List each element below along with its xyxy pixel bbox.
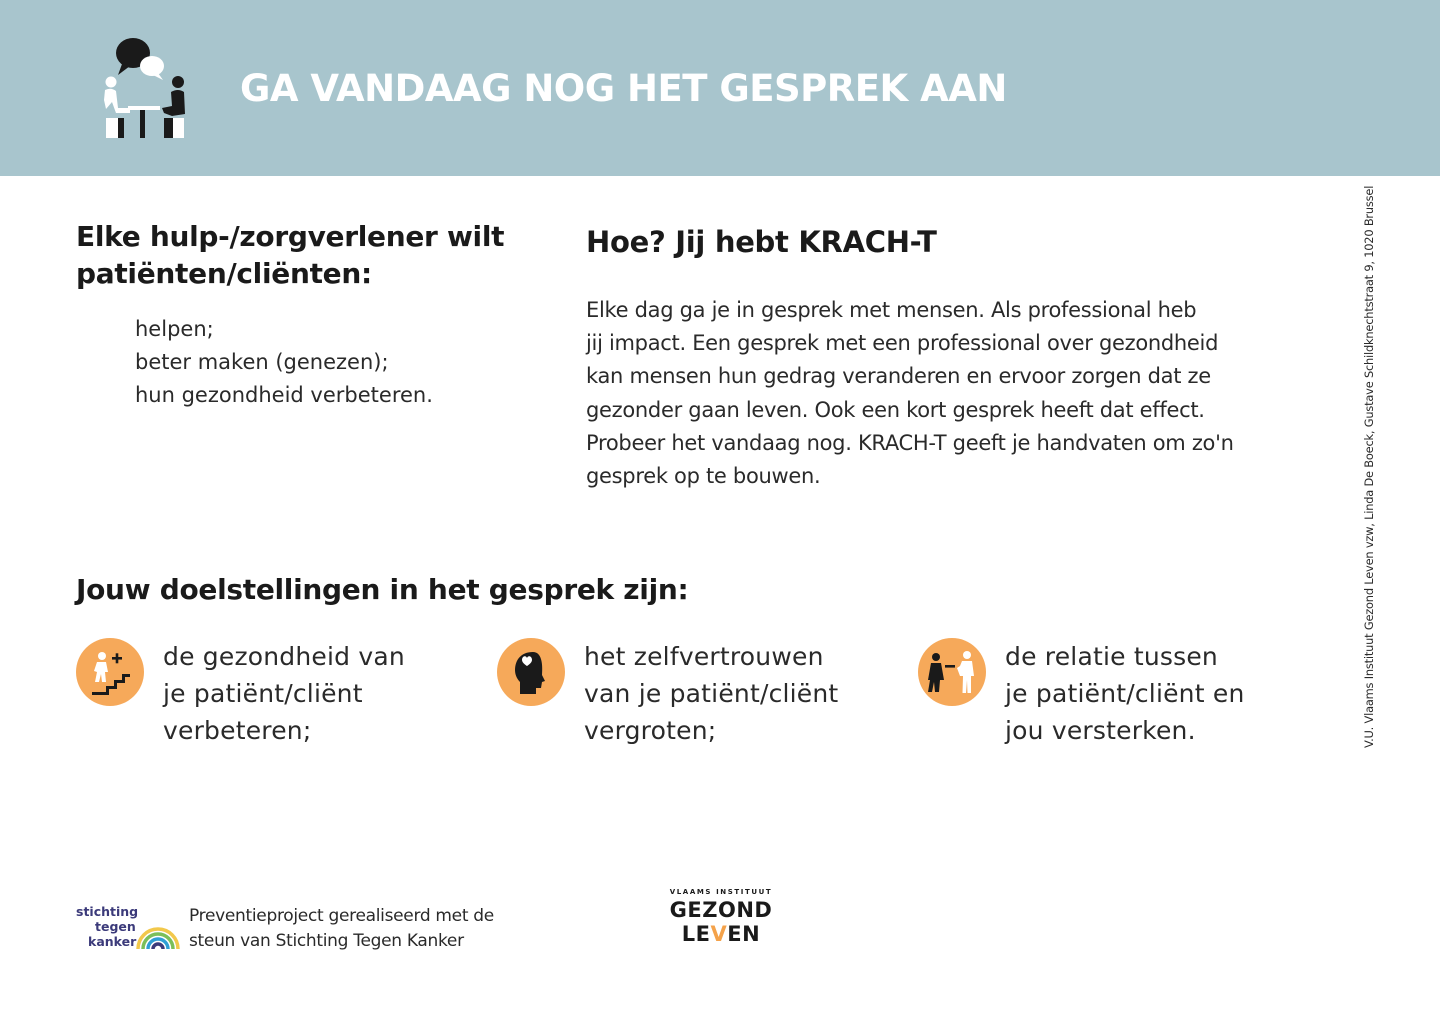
goal-line: de gezondheid van [163,642,405,671]
goals-heading: Jouw doelstellingen in het gesprek zijn: [76,573,689,606]
left-heading-line-1: Elke hulp-/zorgverlener wilt [76,220,505,253]
goal-text [1005,638,1335,749]
header-banner [0,0,1440,176]
goal-line: je patiënt/cliënt [163,679,363,708]
gezond-leven-logo [658,886,784,956]
goal-line: van je patiënt/cliënt [584,679,839,708]
logo-subtitle: VLAAMS INSTITUUT [669,888,773,896]
logo-part: LE [681,922,711,946]
logo-word: GEZOND [669,898,773,922]
goal-line: de relatie tussen [1005,642,1218,671]
left-heading [76,218,536,292]
publisher-note: V.U. Vlaams Instituut Gezond Leven vzw, Linda De Boeck, Gustave Schildknechtstraat 9, 1020 Brussel [1362,185,1376,748]
footer-line: steun van Stichting Tegen Kanker [189,931,464,951]
goal-line: verbeteren; [163,716,312,745]
logo-part: EN [727,922,761,946]
stairs-climb-icon [76,638,144,706]
list-item: hun gezondheid verbeteren. [135,383,433,407]
rainbow-icon [134,911,180,951]
paragraph-line: kan mensen hun gedrag veranderen en ervoor zorgen dat ze [586,364,1211,389]
paragraph-line: Elke dag ga je in gesprek met mensen. Als professional heb [586,298,1197,322]
goal-line: vergroten; [584,716,717,745]
logo-accent-v: V [710,922,728,946]
intro-paragraph [586,294,1276,493]
goal-line: het zelfvertrouwen [584,642,824,671]
goal-text [584,638,914,749]
help-list [135,313,433,412]
stichting-tegen-kanker-logo [74,903,184,953]
logo-word: kanker [88,934,137,949]
paragraph-line: jij impact. Een gesprek met een professional over gezondheid [586,331,1219,356]
paragraph-line: gesprek op te bouwen. [586,464,821,489]
list-item: helpen; [135,317,214,341]
logo-word: tegen [95,919,136,934]
logo-word-2 [658,922,784,946]
conversation-icon [96,34,192,142]
goal-text [163,638,493,749]
goal-line: je patiënt/cliënt en [1005,679,1245,708]
paragraph-line: gezonder gaan leven. Ook een kort gesprek heeft dat effect. [586,397,1205,422]
paragraph-line: Probeer het vandaag nog. KRACH-T geeft je handvaten om zo'n [586,430,1234,455]
two-people-icon [918,638,986,706]
footer-line: Preventieproject gerealiseerd met de [189,906,494,926]
list-item: beter maken (genezen); [135,350,389,374]
head-heart-icon [497,638,565,706]
left-heading-line-2: patiënten/cliënten: [76,257,372,290]
logo-word: stichting [76,904,139,919]
footer-credit [189,904,494,954]
goal-line: jou versterken. [1005,716,1196,745]
page-title: GA VANDAAG NOG HET GESPREK AAN [240,67,1007,110]
right-heading: Hoe? Jij hebt KRACH-T [586,225,937,259]
